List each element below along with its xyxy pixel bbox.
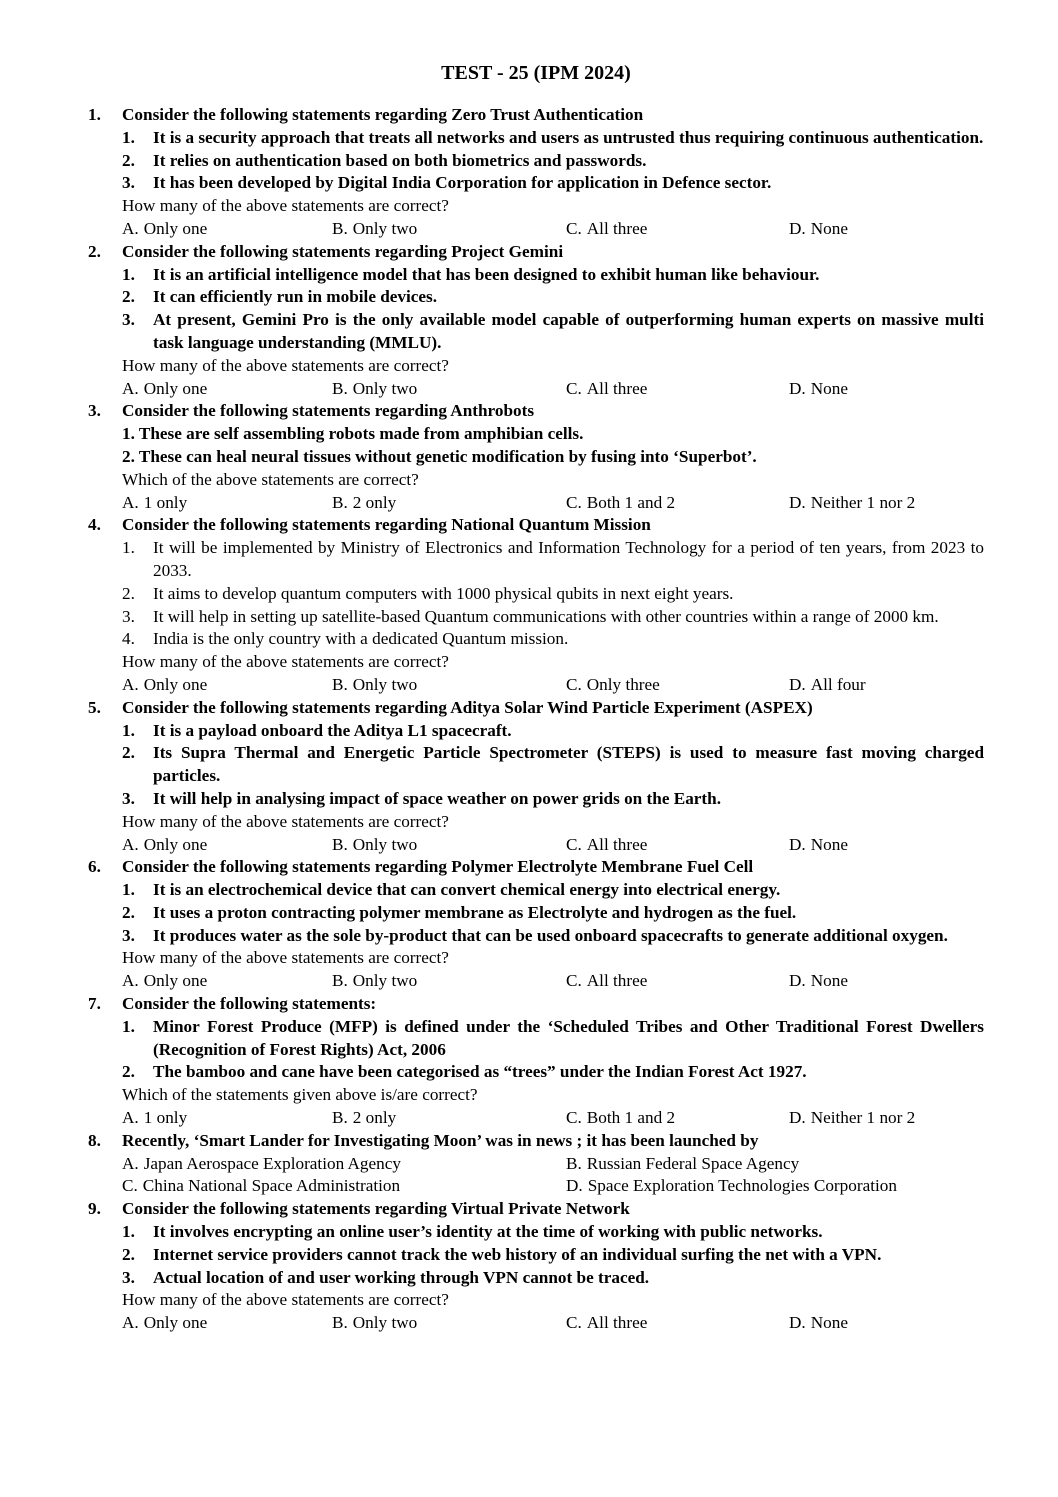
question-body xyxy=(122,1198,984,1335)
option xyxy=(122,1153,566,1176)
question-prompt: How many of the above statements are correct? xyxy=(122,196,449,216)
question xyxy=(88,697,984,857)
option-list xyxy=(122,970,984,993)
option-label: B. xyxy=(332,378,348,398)
statement-text: The bamboo and cane have been categorised as “trees” under the Indian Forest Act 1927. xyxy=(153,1062,807,1082)
option-text: All three xyxy=(586,834,648,854)
question-body xyxy=(122,241,984,401)
option-list xyxy=(122,1153,984,1199)
option-label: B. xyxy=(566,1153,582,1173)
statement xyxy=(122,150,984,173)
question-number: 7. xyxy=(88,994,101,1014)
statement-number: 3. xyxy=(122,173,135,193)
option-text: 1 only xyxy=(143,1108,188,1128)
question-prompt: Which of the statements given above is/are correct? xyxy=(122,1085,478,1105)
option xyxy=(122,218,332,241)
statement-text: These can heal neural tissues without genetic modification by fusing into ‘Superbot’. xyxy=(138,446,757,466)
option-label: D. xyxy=(789,834,806,854)
option-text: Only two xyxy=(352,674,418,694)
statement-number: 3. xyxy=(122,310,135,330)
option-text: Only two xyxy=(352,1313,418,1333)
option-text: Only one xyxy=(143,378,208,398)
option-text: All three xyxy=(586,378,648,398)
option-text: Russian Federal Space Agency xyxy=(586,1153,800,1173)
statement-number: 1. xyxy=(122,720,135,740)
statement-number: 2. xyxy=(122,743,135,763)
option-text: Both 1 and 2 xyxy=(586,492,676,512)
option xyxy=(332,970,566,993)
question xyxy=(88,1198,984,1335)
option-list xyxy=(122,218,984,241)
statement-text: It is an electrochemical device that can convert chemical energy into electrical energy. xyxy=(153,880,781,900)
option-label: C. xyxy=(566,1108,582,1128)
option-text: Neither 1 nor 2 xyxy=(810,1108,916,1128)
statement xyxy=(122,1267,984,1290)
option-list xyxy=(122,1312,984,1335)
statement-text: At present, Gemini Pro is the only available model capable of outperforming human experts on massive multi task language understanding (MMLU). xyxy=(153,310,984,352)
option-label: D. xyxy=(789,674,806,694)
option xyxy=(332,492,566,515)
option-text: None xyxy=(810,1313,848,1333)
statement-text: India is the only country with a dedicated Quantum mission. xyxy=(153,629,569,649)
option xyxy=(122,378,332,401)
question-body xyxy=(122,1130,984,1198)
question-body xyxy=(122,697,984,857)
option-text: 2 only xyxy=(352,1108,397,1128)
statement-number: 2. xyxy=(122,1062,135,1082)
question-stem: Consider the following statements regarding National Quantum Mission xyxy=(122,515,651,535)
question-prompt: How many of the above statements are correct? xyxy=(122,811,449,831)
statement xyxy=(122,127,984,150)
question-stem: Consider the following statements regarding Zero Trust Authentication xyxy=(122,105,644,124)
option xyxy=(332,1312,566,1335)
option-label: D. xyxy=(789,378,806,398)
question xyxy=(88,104,984,241)
statement xyxy=(122,1244,984,1267)
option xyxy=(122,1175,566,1198)
option xyxy=(566,1175,984,1198)
statement-number: 2. xyxy=(122,446,135,466)
statement-text: It is a security approach that treats all networks and users as untrusted thus requiring continuous authentication. xyxy=(153,127,984,147)
option-text: 1 only xyxy=(143,492,188,512)
statement-text: It uses a proton contracting polymer membrane as Electrolyte and hydrogen as the fuel. xyxy=(153,902,797,922)
question-prompt: Which of the above statements are correct? xyxy=(122,469,419,489)
statement-text: It produces water as the sole by-product that can be used onboard spacecrafts to generate additional oxygen. xyxy=(153,925,948,945)
question-prompt: How many of the above statements are correct? xyxy=(122,948,449,968)
option-text: All three xyxy=(586,1313,648,1333)
question xyxy=(88,993,984,1130)
statement-text: It relies on authentication based on both biometrics and passwords. xyxy=(153,150,647,170)
question-stem: Consider the following statements regarding Aditya Solar Wind Particle Experiment (ASPEX) xyxy=(122,697,813,717)
option-label: C. xyxy=(566,834,582,854)
option-label: C. xyxy=(566,218,582,238)
statement-number: 2. xyxy=(122,902,135,922)
option xyxy=(566,674,789,697)
question-list xyxy=(88,104,984,1335)
option-text: All four xyxy=(810,674,866,694)
option-text: Space Exploration Technologies Corporation xyxy=(587,1176,897,1196)
statement xyxy=(122,902,984,925)
statement-number: 1. xyxy=(122,424,135,444)
option-label: B. xyxy=(332,1108,348,1128)
option xyxy=(566,492,789,515)
option-label: D. xyxy=(789,1108,806,1128)
option xyxy=(122,1312,332,1335)
option xyxy=(566,970,789,993)
statement-text: It will help in analysing impact of space weather on power grids on the Earth. xyxy=(153,788,722,808)
option-list xyxy=(122,492,984,515)
question-number: 1. xyxy=(88,105,101,124)
option xyxy=(566,218,789,241)
statement-text: Internet service providers cannot track the web history of an individual surfing the net with a VPN. xyxy=(153,1244,882,1264)
option-text: Only two xyxy=(352,218,418,238)
statement-number: 1. xyxy=(122,538,135,558)
statement xyxy=(122,788,984,811)
statement xyxy=(122,423,984,446)
statement-text: It involves encrypting an online user’s identity at the time of working with public networks. xyxy=(153,1222,823,1242)
statement-text: Its Supra Thermal and Energetic Particle Spectrometer (STEPS) is used to measure fast moving charged particles. xyxy=(153,743,984,786)
option-label: B. xyxy=(332,492,348,512)
statement xyxy=(122,742,984,788)
option-label: A. xyxy=(122,492,139,512)
statement xyxy=(122,309,984,355)
statement xyxy=(122,446,984,469)
statement xyxy=(122,264,984,287)
option-label: C. xyxy=(566,378,582,398)
statement-number: 4. xyxy=(122,629,135,649)
question-number: 5. xyxy=(88,697,101,717)
option xyxy=(789,1107,984,1130)
statement-number: 3. xyxy=(122,606,135,626)
option-text: 2 only xyxy=(352,492,397,512)
question-number: 6. xyxy=(88,857,101,877)
option-text: Japan Aerospace Exploration Agency xyxy=(143,1153,401,1173)
option xyxy=(122,492,332,515)
option-label: D. xyxy=(566,1176,583,1196)
option-label: B. xyxy=(332,971,348,991)
option-label: B. xyxy=(332,1313,348,1333)
option-text: Only one xyxy=(143,218,208,238)
statement xyxy=(122,583,984,606)
statement-number: 1. xyxy=(122,1222,135,1242)
statement xyxy=(122,606,984,629)
question-stem: Consider the following statements: xyxy=(122,994,377,1014)
statement-number: 3. xyxy=(122,1267,135,1287)
option-text: Only one xyxy=(143,834,208,854)
option-label: B. xyxy=(332,834,348,854)
statement xyxy=(122,286,984,309)
statement-number: 2. xyxy=(122,287,135,307)
statement xyxy=(122,628,984,651)
option-label: A. xyxy=(122,971,139,991)
question xyxy=(88,856,984,993)
option-list xyxy=(122,1107,984,1130)
statement-number: 2. xyxy=(122,1244,135,1264)
statement xyxy=(122,1016,984,1062)
question-number: 4. xyxy=(88,515,101,535)
option-text: None xyxy=(810,971,848,991)
option-label: C. xyxy=(122,1176,138,1196)
option-text: Only two xyxy=(352,834,418,854)
question xyxy=(88,241,984,401)
statement xyxy=(122,537,984,583)
option-label: C. xyxy=(566,1313,582,1333)
question-stem: Consider the following statements regarding Anthrobots xyxy=(122,401,535,421)
option-text: Only two xyxy=(352,378,418,398)
question-prompt: How many of the above statements are correct? xyxy=(122,355,449,375)
question-prompt: How many of the above statements are correct? xyxy=(122,652,449,672)
option-label: C. xyxy=(566,674,582,694)
option-text: None xyxy=(810,218,848,238)
option xyxy=(566,1107,789,1130)
option-label: B. xyxy=(332,218,348,238)
question xyxy=(88,514,984,696)
question-prompt: How many of the above statements are correct? xyxy=(122,1290,449,1310)
statement-text: It is an artificial intelligence model that has been designed to exhibit human like behaviour. xyxy=(153,264,820,284)
option xyxy=(789,1312,984,1335)
option-label: C. xyxy=(566,971,582,991)
statement xyxy=(122,720,984,743)
statement-number: 1. xyxy=(122,1016,135,1036)
statement-text: These are self assembling robots made from amphibian cells. xyxy=(138,424,584,444)
question-body xyxy=(122,104,984,241)
option-text: Neither 1 nor 2 xyxy=(810,492,916,512)
statement xyxy=(122,925,984,948)
question-body xyxy=(122,993,984,1130)
option-text: Both 1 and 2 xyxy=(586,1108,676,1128)
option xyxy=(566,1312,789,1335)
statement-text: Actual location of and user working through VPN cannot be traced. xyxy=(153,1267,650,1287)
question xyxy=(88,1130,984,1198)
option-text: All three xyxy=(586,971,648,991)
statement-number: 1. xyxy=(122,880,135,900)
question-number: 8. xyxy=(88,1130,101,1150)
option xyxy=(122,970,332,993)
option-label: A. xyxy=(122,1153,139,1173)
option-label: D. xyxy=(789,971,806,991)
statement-number: 1. xyxy=(122,264,135,284)
question-stem: Consider the following statements regarding Project Gemini xyxy=(122,241,564,261)
option-list xyxy=(122,834,984,857)
statement-number: 3. xyxy=(122,925,135,945)
statement xyxy=(122,1221,984,1244)
option-label: C. xyxy=(566,492,582,512)
option-text: None xyxy=(810,834,848,854)
option-text: All three xyxy=(586,218,648,238)
option xyxy=(332,218,566,241)
option-label: A. xyxy=(122,1108,139,1128)
option-label: A. xyxy=(122,378,139,398)
option xyxy=(789,218,984,241)
option-text: None xyxy=(810,378,848,398)
option xyxy=(122,1107,332,1130)
option-label: D. xyxy=(789,492,806,512)
option-text: Only two xyxy=(352,971,418,991)
statement xyxy=(122,879,984,902)
option-label: A. xyxy=(122,218,139,238)
option-text: Only one xyxy=(143,971,208,991)
option xyxy=(789,970,984,993)
option-label: A. xyxy=(122,834,139,854)
statement-text: It has been developed by Digital India Corporation for application in Defence sector. xyxy=(153,173,772,193)
option-list xyxy=(122,378,984,401)
option-label: D. xyxy=(789,1313,806,1333)
statement xyxy=(122,172,984,195)
statement-text: It will be implemented by Ministry of Electronics and Information Technology for a period of ten years, from 2023 to 2033. xyxy=(153,538,984,580)
option xyxy=(789,674,984,697)
page-title: TEST - 25 (IPM 2024) xyxy=(441,62,631,84)
option xyxy=(566,1153,984,1176)
option xyxy=(332,674,566,697)
statement-text: It will help in setting up satellite-based Quantum communications with other countries within a range of 2000 km. xyxy=(153,606,939,626)
option-label: A. xyxy=(122,1313,139,1333)
statement-number: 3. xyxy=(122,788,135,808)
question-number: 2. xyxy=(88,241,101,261)
option xyxy=(789,834,984,857)
question-number: 3. xyxy=(88,401,101,421)
option xyxy=(789,492,984,515)
option-label: A. xyxy=(122,674,139,694)
option-text: Only one xyxy=(143,674,208,694)
option xyxy=(566,834,789,857)
question-stem: Recently, ‘Smart Lander for Investigating Moon’ was in news ; it has been launched by xyxy=(122,1130,759,1150)
option xyxy=(122,834,332,857)
statement-number: 2. xyxy=(122,150,135,170)
statement-text: It is a payload onboard the Aditya L1 spacecraft. xyxy=(153,720,512,740)
question-body xyxy=(122,514,984,696)
question-stem: Consider the following statements regarding Virtual Private Network xyxy=(122,1199,630,1219)
option xyxy=(332,1107,566,1130)
option-label: D. xyxy=(789,218,806,238)
option xyxy=(332,834,566,857)
option xyxy=(789,378,984,401)
option-label: B. xyxy=(332,674,348,694)
question-body xyxy=(122,856,984,993)
question-number: 9. xyxy=(88,1199,101,1219)
question-stem: Consider the following statements regarding Polymer Electrolyte Membrane Fuel Cell xyxy=(122,857,754,877)
option-list xyxy=(122,674,984,697)
option-text: Only three xyxy=(586,674,660,694)
option xyxy=(566,378,789,401)
statement-text: It can efficiently run in mobile devices. xyxy=(153,287,438,307)
statement xyxy=(122,1061,984,1084)
option-text: China National Space Administration xyxy=(142,1176,401,1196)
statement-text: It aims to develop quantum computers with 1000 physical qubits in next eight years. xyxy=(153,583,734,603)
option xyxy=(332,378,566,401)
option-text: Only one xyxy=(143,1313,208,1333)
statement-text: Minor Forest Produce (MFP) is defined under the ‘Scheduled Tribes and Other Traditional Forest Dwellers (Recognition of Forest Rights) Act, 2006 xyxy=(153,1016,984,1059)
question xyxy=(88,400,984,514)
question-body xyxy=(122,400,984,514)
statement-number: 1. xyxy=(122,127,135,147)
option xyxy=(122,674,332,697)
statement-number: 2. xyxy=(122,583,135,603)
